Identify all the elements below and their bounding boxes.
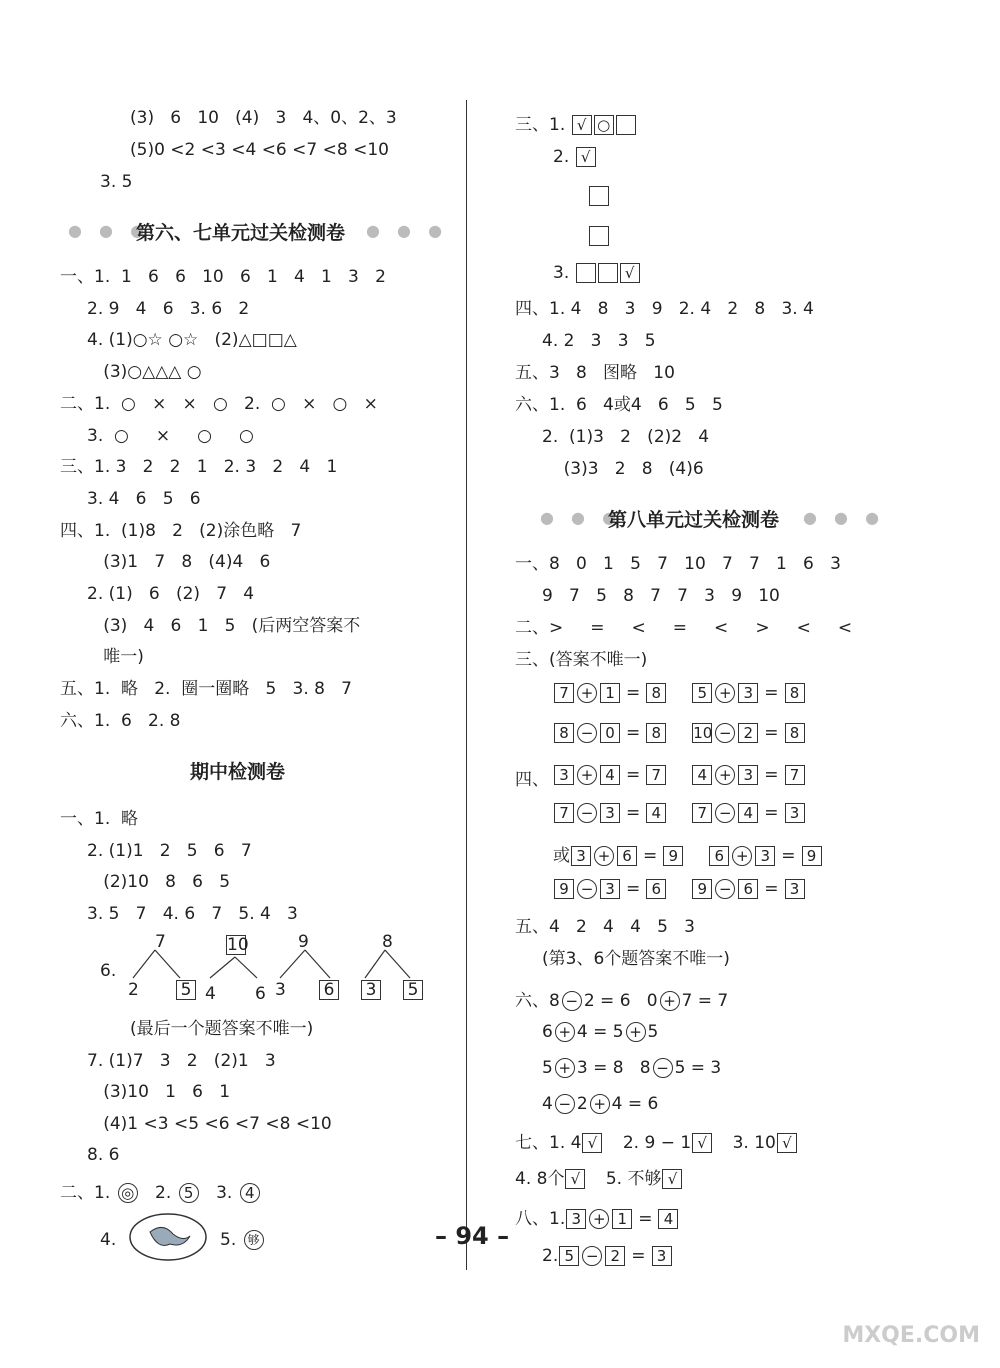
eq-b2: 6	[738, 879, 758, 899]
eq-op: −	[577, 879, 597, 899]
eq-r2: 8	[785, 723, 805, 743]
text-line: 2. (1)3 2 (2)2 4	[515, 427, 710, 447]
tree-node-top: 9	[298, 932, 309, 952]
ba-b: 2	[605, 1246, 625, 1266]
eq-op: +	[577, 683, 597, 703]
eq-a2: 6	[709, 846, 729, 866]
eq-sign: =	[626, 723, 641, 743]
liu-post: 5 = 3	[674, 1058, 722, 1078]
eq-r: 4	[646, 803, 666, 823]
ba-r: 4	[658, 1209, 678, 1229]
text-line: 四、1. 4 8 3 9 2. 4 2 8 3. 4	[515, 299, 814, 319]
tree-node-top: 8	[382, 932, 393, 952]
eq-a2: 9	[692, 879, 712, 899]
text-line: 六、1. 6 2. 8	[60, 710, 181, 731]
check-box: √	[692, 1133, 712, 1153]
tree-node-left: 3	[361, 980, 381, 1000]
text-line: (3)10 1 6 1	[60, 1082, 231, 1102]
liu-op2: −	[653, 1058, 673, 1078]
liu-op2: +	[626, 1022, 646, 1042]
text-line: 五、1. 略 2. 圈一圈略 5 3. 8 7	[60, 679, 352, 700]
text-line: 2. 9 4 6 3. 6 2	[60, 298, 250, 319]
empty-box	[576, 263, 596, 283]
tree-node-right: 5	[176, 980, 196, 1000]
answer-circle: 够	[244, 1230, 264, 1250]
text-line: (3)1 7 8 (4)4 6	[60, 552, 271, 573]
q4-row	[100, 1230, 116, 1250]
liu-op: −	[562, 991, 582, 1011]
eq-b: 4	[600, 765, 620, 785]
liu-mid: 3 = 8 8	[576, 1058, 651, 1078]
eq-b: 3	[600, 803, 620, 823]
text-line: 五、3 8 图略 10	[515, 363, 675, 383]
eq-op: −	[577, 803, 597, 823]
eq-sign: =	[626, 683, 641, 703]
text-line: 二、> = < = < > < <	[515, 618, 853, 638]
eq-b: 1	[600, 683, 620, 703]
text-line: 三、(答案不唯一)	[515, 650, 648, 670]
eq-b2: 4	[738, 803, 758, 823]
text: 5. 不够	[605, 1169, 662, 1189]
liu-row	[515, 1094, 658, 1114]
q2-row	[60, 1178, 262, 1203]
tree-node-right: 6	[319, 980, 339, 1000]
q2-prefix: 二、1.	[60, 1183, 111, 1203]
eq-op: +	[594, 846, 614, 866]
tree-node-top: 10	[227, 935, 249, 955]
equation-row	[553, 683, 806, 703]
equation-row	[553, 765, 806, 785]
check-box: √	[565, 1169, 585, 1189]
q6-label: 6.	[100, 961, 117, 981]
page-number: – 94 –	[435, 1222, 510, 1250]
liu-op: +	[555, 1058, 575, 1078]
text: 2. 9 − 1	[622, 1133, 692, 1153]
decor-dots: ● ● ●	[803, 508, 886, 527]
text-line: 3. 5	[100, 172, 133, 192]
check-box: √	[620, 263, 640, 283]
text-line: (2)10 8 6 5	[60, 872, 231, 892]
eq-r: 7	[646, 765, 666, 785]
eq-op: +	[577, 765, 597, 785]
eq-sign: =	[764, 803, 779, 823]
san-3	[553, 263, 641, 283]
liu-pre: 6	[515, 1022, 553, 1042]
answer-circle: 5	[179, 1183, 199, 1203]
eq-sign: =	[764, 765, 779, 785]
san-1	[515, 110, 637, 135]
text-line: 7. (1)7 3 2 (2)1 3	[60, 1050, 276, 1071]
text-line: 4. 2 3 3 5	[515, 331, 656, 351]
liu-mid: 4 = 5	[576, 1022, 624, 1042]
eq-a: 9	[554, 879, 574, 899]
q-label: 2.	[553, 147, 570, 167]
equation-row	[553, 879, 806, 899]
eq-sign: =	[626, 879, 641, 899]
text-line: 六、1. 6 4或4 6 5 5	[515, 395, 723, 415]
liu-row	[515, 1022, 658, 1042]
eq-a2: 10	[693, 724, 713, 742]
q-label: 4.	[100, 1230, 117, 1250]
text-line: (4)1 <3 <5 <6 <7 <8 <10	[60, 1113, 332, 1134]
text-line: 一、1. 略	[60, 809, 139, 829]
text-line: 五、4 2 4 4 5 3	[515, 917, 695, 937]
eq-a: 3	[554, 765, 574, 785]
liu-op2: +	[660, 991, 680, 1011]
eq-sign: =	[764, 723, 779, 743]
text-line: 一、8 0 1 5 7 10 7 7 1 6 3	[515, 554, 841, 574]
text-line: 2. (1) 6 (2) 7 4	[60, 584, 255, 604]
eq-a: 8	[554, 723, 574, 743]
text-line: 3. 5 7 4. 6 7 5. 4 3	[60, 903, 298, 924]
eq-op2: +	[715, 765, 735, 785]
text-line: (5)0 <2 <3 <4 <6 <7 <8 <10	[130, 140, 389, 160]
ba-pre: 2.	[515, 1246, 559, 1266]
liu-mid: 2 = 6 0	[583, 991, 658, 1011]
eq-r2: 3	[785, 803, 805, 823]
eq-r2: 3	[785, 879, 805, 899]
liu-op: −	[555, 1094, 575, 1114]
equation-row	[553, 841, 823, 866]
liu-post: 5	[647, 1022, 659, 1042]
liu-pre: 六、8	[515, 991, 560, 1011]
text-line: 二、1. ○ × × ○ 2. ○ × ○ ×	[60, 393, 378, 414]
q-label: 3.	[553, 263, 570, 283]
tree-node-left: 2	[128, 980, 139, 1000]
eq-b: 3	[600, 879, 620, 899]
eq-sign: =	[643, 846, 658, 866]
text-line: 唯一)	[60, 647, 144, 668]
text-line: 一、1. 1 6 6 10 6 1 4 1 3 2	[60, 267, 386, 287]
eq-sign: =	[626, 765, 641, 785]
qi-row-2	[515, 1164, 683, 1189]
text-line: 8. 6	[60, 1145, 120, 1165]
eq-op2: −	[715, 879, 735, 899]
check-box: √	[662, 1169, 682, 1189]
text-line: 3. 4 6 5 6	[60, 488, 201, 509]
text-line: 三、1. 3 2 2 1 2. 3 2 4 1	[60, 457, 338, 478]
liu-op2: +	[590, 1094, 610, 1114]
eq-sign: =	[631, 1246, 646, 1266]
empty-box	[589, 226, 609, 246]
ba-row	[515, 1246, 673, 1266]
eq-a: 7	[554, 683, 574, 703]
decor-dots: ● ● ●	[366, 221, 449, 240]
text-line: 四、1. (1)8 2 (2)涂色略 7	[60, 520, 302, 541]
eq-b: 6	[617, 846, 637, 866]
eq-b2: 3	[738, 683, 758, 703]
empty-box	[589, 186, 609, 206]
ba-row	[515, 1204, 679, 1229]
liu-op: +	[555, 1022, 575, 1042]
eq-op2: +	[732, 846, 752, 866]
text-line: 2. (1)1 2 5 6 7	[60, 840, 252, 861]
decor-dots: ● ● ●	[540, 508, 623, 527]
column-divider	[466, 100, 467, 1270]
liu-pre: 5	[515, 1058, 553, 1078]
check-box: √	[576, 147, 596, 167]
text-line: (3) 6 10 (4) 3 4、0、2、3	[130, 108, 397, 128]
liu-post: 7 = 7	[681, 991, 729, 1011]
watermark: MXQE.COM	[842, 1323, 980, 1348]
q-label: 四、	[515, 770, 549, 790]
san-2	[553, 147, 597, 167]
liu-row	[515, 986, 728, 1011]
check-box: √	[777, 1133, 797, 1153]
liu-mid: 2	[576, 1094, 588, 1114]
eq-op2: −	[715, 803, 735, 823]
eq-op2: +	[715, 683, 735, 703]
ba-b: 1	[612, 1209, 632, 1229]
equation-row	[553, 803, 806, 823]
q-label: 3.	[216, 1183, 233, 1203]
answer-circle: ◎	[118, 1183, 138, 1203]
eq-r: 6	[646, 879, 666, 899]
tree-node-right: 6	[255, 984, 266, 1004]
section-title: 期中检测卷	[190, 761, 286, 783]
tree-node-top: 7	[155, 932, 166, 952]
eq-sign: =	[781, 846, 796, 866]
eq-b: 0	[600, 723, 620, 743]
text-line: (第3、6个题答案不唯一)	[515, 949, 730, 969]
eq-b2: 2	[738, 723, 758, 743]
section-title: 第六、七单元过关检测卷	[136, 222, 346, 244]
eq-r2: 7	[785, 765, 805, 785]
eq-r: 9	[663, 846, 683, 866]
ba-a: 3	[566, 1209, 586, 1229]
liu-pre: 4	[515, 1094, 553, 1114]
text: 4. 8个	[515, 1169, 565, 1189]
eq-b2: 3	[755, 846, 775, 866]
text-line: (3)3 2 8 (4)6	[515, 459, 704, 479]
eq-op: −	[577, 723, 597, 743]
liu-post: 4 = 6	[611, 1094, 659, 1114]
bird-circle-icon	[128, 1212, 208, 1262]
eq-sign: =	[764, 683, 779, 703]
liu-row	[515, 1058, 721, 1078]
qi-row-1	[515, 1128, 798, 1153]
eq-a: 7	[554, 803, 574, 823]
eq-r2: 9	[802, 846, 822, 866]
text: 七、1. 4	[515, 1133, 582, 1153]
check-box: √	[572, 115, 592, 135]
eq-pre: 或	[553, 846, 570, 866]
eq-b2: 3	[738, 765, 758, 785]
eq-op2: −	[715, 723, 735, 743]
eq-sign: =	[638, 1209, 653, 1229]
empty-box	[616, 115, 636, 135]
ba-op: +	[589, 1209, 609, 1229]
check-box: √	[582, 1133, 602, 1153]
tree-node-left: 3	[275, 980, 286, 1000]
eq-a: 3	[571, 846, 591, 866]
empty-box	[598, 263, 618, 283]
text: 3. 10	[732, 1133, 776, 1153]
text-line: 3. ○ × ○ ○	[60, 425, 254, 446]
text-line: (3) 4 6 1 5 (后两空答案不	[60, 615, 361, 636]
eq-a2: 4	[692, 765, 712, 785]
q-label: 三、1.	[515, 115, 566, 135]
text-line: (3)○△△△ ○	[60, 362, 202, 383]
text-line: (最后一个题答案不唯一)	[130, 1019, 314, 1039]
q-label: 5.	[220, 1230, 237, 1250]
answer-circle: 4	[240, 1183, 260, 1203]
ba-pre: 八、1.	[515, 1209, 566, 1229]
q5-row	[220, 1230, 266, 1250]
eq-r2: 8	[785, 683, 805, 703]
eq-a2: 5	[692, 683, 712, 703]
eq-sign: =	[626, 803, 641, 823]
eq-sign: =	[764, 879, 779, 899]
ba-r: 3	[652, 1246, 672, 1266]
circle-box: ○	[594, 115, 614, 135]
eq-a2: 7	[692, 803, 712, 823]
eq-r: 8	[646, 683, 666, 703]
ba-op: −	[582, 1246, 602, 1266]
section-title: 第八单元过关检测卷	[608, 509, 780, 531]
decor-dots: ● ● ●	[68, 221, 151, 240]
text-line: 9 7 5 8 7 7 3 9 10	[515, 586, 780, 606]
eq-r: 8	[646, 723, 666, 743]
tree-node-left: 4	[205, 984, 216, 1004]
equation-row	[553, 723, 806, 743]
tree-node-right: 5	[403, 980, 423, 1000]
text-line: 4. (1)○☆ ○☆ (2)△□□△	[60, 330, 297, 351]
q-label: 2.	[155, 1183, 172, 1203]
ba-a: 5	[559, 1246, 579, 1266]
